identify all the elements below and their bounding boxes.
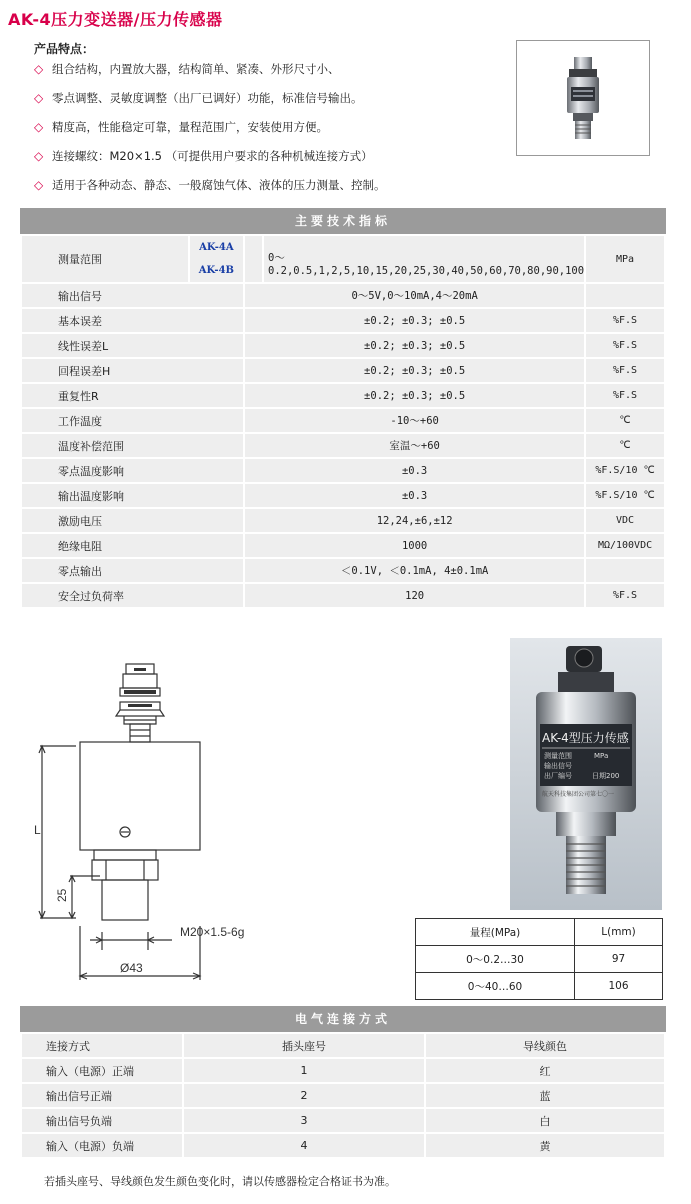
table-row — [21, 1058, 665, 1083]
table-cell: 蓝 — [425, 1083, 665, 1108]
table-row — [21, 533, 665, 558]
feature-item — [34, 62, 504, 91]
spec-label: 安全过负荷率 — [21, 583, 244, 608]
table-row — [21, 1083, 665, 1108]
spec-label: 线性误差L — [21, 333, 244, 358]
diamond-bullet-icon: ◇ — [34, 120, 44, 134]
page-title: AK-4压力变送器/压力传感器 — [8, 10, 223, 29]
table-row — [21, 483, 665, 508]
spec-unit: VDC — [585, 508, 665, 533]
feature-text: 连接螺纹：M20×1.5 （可提供用户要求的各种机械连接方式） — [52, 149, 373, 163]
spec-label: 激励电压 — [21, 508, 244, 533]
nameplate-row: 输出信号 — [544, 762, 572, 770]
table-row — [21, 1133, 665, 1158]
sensor-thumbnail-image — [517, 41, 649, 155]
spec-unit: %F.S — [585, 583, 665, 608]
spec-label: 输出信号 — [21, 283, 244, 308]
table-row — [21, 508, 665, 533]
product-photo — [510, 638, 662, 910]
features-list — [34, 62, 504, 207]
electrical-heading-bar: 电气连接方式 — [20, 1006, 666, 1032]
spec-unit: ℃ — [585, 433, 665, 458]
nameplate-date: 日期200 — [592, 772, 620, 780]
spec-value: 1000 — [244, 533, 585, 558]
feature-item — [34, 120, 504, 149]
table-header: 量程(MPa) — [416, 919, 575, 946]
spec-unit — [585, 558, 665, 583]
spec-value: ±0.2; ±0.3; ±0.5 — [244, 358, 585, 383]
table-row — [21, 1033, 665, 1058]
table-row — [21, 583, 665, 608]
nameplate-row: 测量范围 — [544, 752, 572, 760]
table-row — [21, 383, 665, 408]
table-header: L(mm) — [575, 919, 663, 946]
range-unit: MPa — [585, 235, 665, 283]
spec-label: 输出温度影响 — [21, 483, 244, 508]
spec-label: 零点输出 — [21, 558, 244, 583]
thread-label: M20×1.5-6g — [180, 925, 245, 939]
model-b: AK-4B — [189, 259, 245, 283]
nameplate-unit: MPa — [594, 752, 609, 760]
table-row — [21, 408, 665, 433]
table-row — [21, 283, 665, 308]
table-cell: 97 — [575, 946, 663, 973]
model-a: AK-4A — [189, 235, 245, 259]
table-row — [416, 919, 663, 946]
table-row — [21, 458, 665, 483]
specs-table — [20, 234, 666, 609]
spec-unit: MΩ/100VDC — [585, 533, 665, 558]
feature-text: 组合结构，内置放大器，结构简单、紧凑、外形尺寸小、 — [52, 62, 340, 76]
dimension-drawing — [20, 650, 300, 990]
table-row — [416, 946, 663, 973]
nameplate-title: AK-4型压力传感 — [542, 731, 629, 745]
spec-label: 重复性R — [21, 383, 244, 408]
spec-value: 120 — [244, 583, 585, 608]
spec-value: ＜0.1V, ＜0.1mA, 4±0.1mA — [244, 558, 585, 583]
spec-label: 工作温度 — [21, 408, 244, 433]
feature-text: 零点调整、灵敏度调整（出厂已调好）功能，标准信号输出。 — [52, 91, 363, 105]
feature-text: 精度高，性能稳定可靠，量程范围广，安装使用方便。 — [52, 120, 328, 134]
feature-item — [34, 91, 504, 120]
diamond-bullet-icon: ◇ — [34, 91, 44, 105]
table-cell: 白 — [425, 1108, 665, 1133]
spec-value: -10～+60 — [244, 408, 585, 433]
table-cell: 3 — [183, 1108, 425, 1133]
table-cell: 红 — [425, 1058, 665, 1083]
spec-unit: %F.S — [585, 383, 665, 408]
table-cell: 0～40…60 — [416, 973, 575, 1000]
range-length-table — [415, 918, 663, 1000]
table-cell: 2 — [183, 1083, 425, 1108]
feature-item — [34, 178, 504, 207]
spec-unit: %F.S — [585, 308, 665, 333]
table-header: 插头座号 — [183, 1033, 425, 1058]
spec-value: ±0.2; ±0.3; ±0.5 — [244, 308, 585, 333]
table-header: 导线颜色 — [425, 1033, 665, 1058]
spec-value: 室温～+60 — [244, 433, 585, 458]
diamond-bullet-icon: ◇ — [34, 178, 44, 192]
table-cell: 输入（电源）正端 — [21, 1058, 183, 1083]
table-cell: 输出信号正端 — [21, 1083, 183, 1108]
spec-value: 12,24,±6,±12 — [244, 508, 585, 533]
table-cell: 输入（电源）负端 — [21, 1133, 183, 1158]
spec-unit: ℃ — [585, 408, 665, 433]
feature-text: 适用于各种动态、静态、一般腐蚀气体、液体的压力测量、控制。 — [52, 178, 386, 192]
spec-unit: %F.S — [585, 358, 665, 383]
spec-unit: %F.S/10 ℃ — [585, 483, 665, 508]
table-row — [21, 308, 665, 333]
diamond-bullet-icon: ◇ — [34, 62, 44, 76]
spec-label: 零点温度影响 — [21, 458, 244, 483]
spec-value: ±0.3 — [244, 483, 585, 508]
table-row — [21, 1108, 665, 1133]
spec-value: 0～5V,0～10mA,4～20mA — [244, 283, 585, 308]
diamond-bullet-icon: ◇ — [34, 149, 44, 163]
electrical-table — [20, 1032, 666, 1159]
nameplate-maker: 航天科技集团公司第七〇一 — [542, 791, 615, 798]
spec-value: ±0.3 — [244, 458, 585, 483]
table-cell: 黄 — [425, 1133, 665, 1158]
sensor-photo-image — [510, 638, 662, 910]
spec-label: 绝缘电阻 — [21, 533, 244, 558]
range-label: 测量范围 — [21, 235, 189, 283]
spec-value: ±0.2; ±0.3; ±0.5 — [244, 383, 585, 408]
feature-item — [34, 149, 504, 178]
range-spacer — [244, 235, 263, 283]
table-cell: 0～0.2…30 — [416, 946, 575, 973]
spec-label: 基本误差 — [21, 308, 244, 333]
dim-label-25: 25 — [55, 888, 69, 902]
specs-heading-bar: 主要技术指标 — [20, 208, 666, 234]
table-cell: 输出信号负端 — [21, 1108, 183, 1133]
product-thumbnail — [516, 40, 650, 156]
table-header: 连接方式 — [21, 1033, 183, 1058]
table-row — [21, 558, 665, 583]
spec-label: 温度补偿范围 — [21, 433, 244, 458]
spec-value: ±0.2; ±0.3; ±0.5 — [244, 333, 585, 358]
table-cell: 4 — [183, 1133, 425, 1158]
features-heading: 产品特点： — [34, 42, 95, 56]
table-row — [416, 973, 663, 1000]
table-cell: 1 — [183, 1058, 425, 1083]
spec-label: 回程误差H — [21, 358, 244, 383]
table-row — [21, 433, 665, 458]
spec-unit: %F.S — [585, 333, 665, 358]
spec-unit: %F.S/10 ℃ — [585, 458, 665, 483]
table-cell: 106 — [575, 973, 663, 1000]
table-row — [21, 358, 665, 383]
spec-unit — [585, 283, 665, 308]
table-row — [21, 235, 665, 259]
dim-label-l: L — [34, 823, 41, 837]
range-value: 0～0.2,0.5,1,2,5,10,15,20,25,30,40,50,60,70,80,90,100 — [263, 235, 585, 283]
footnote: 若插头座号、导线颜色发生颜色变化时，请以传感器检定合格证书为准。 — [44, 1175, 396, 1188]
diameter-label: Ø43 — [120, 961, 143, 975]
table-row — [21, 333, 665, 358]
nameplate-row: 出厂编号 — [544, 772, 572, 780]
